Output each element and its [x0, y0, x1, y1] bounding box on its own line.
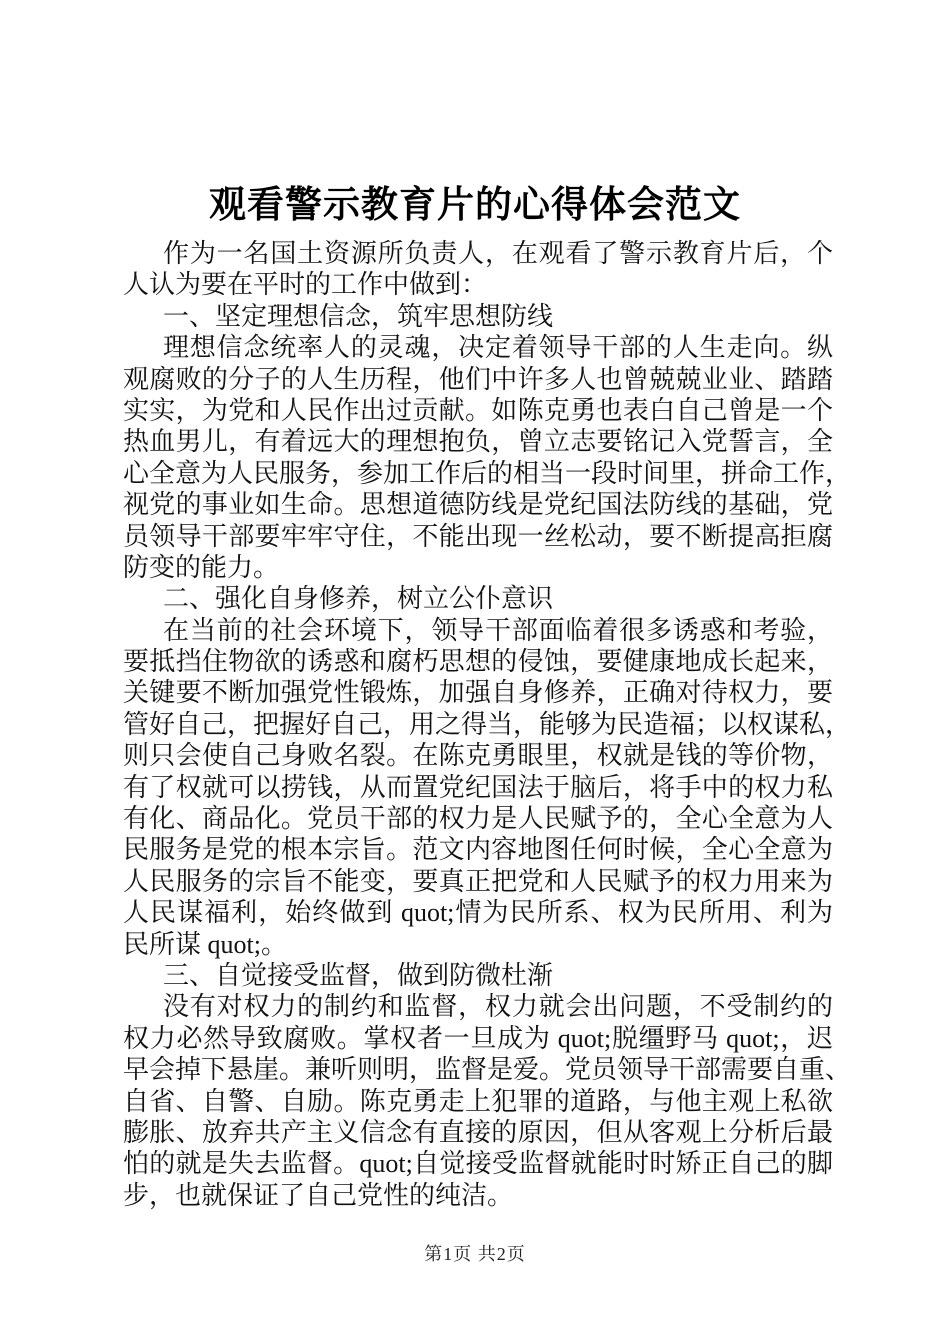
text-line: 有化、商品化。党员干部的权力是人民赋予的，全心全意为人 [123, 804, 833, 834]
paragraph [123, 332, 852, 583]
text-line: 一、坚定理想信念，筑牢思想防线 [163, 301, 554, 331]
text-line: 权力必然导致腐败。掌权者一旦成为 quot;脱缰野马 quot;，迟 [123, 1023, 833, 1053]
paragraph [123, 238, 833, 301]
paragraph [123, 615, 852, 960]
text-line: 没有对权力的制约和监督，权力就会出问题，不受制约的 [163, 992, 833, 1022]
text-line: 二、强化自身修养，树立公仆意识 [163, 584, 554, 614]
text-line: 关键要不断加强党性锻炼，加强自身修养，正确对待权力，要 [123, 678, 833, 708]
text-line: 防变的能力。 [123, 552, 280, 582]
section-heading [123, 960, 833, 991]
text-line: 早会掉下悬崖。兼听则明，监督是爱。党员领导干部需要自重、 [123, 1055, 852, 1085]
text-line: 在当前的社会环境下，领导干部面临着很多诱惑和考验， [163, 615, 833, 645]
text-line: 心全意为人民服务，参加工作后的相当一段时间里，拼命工作， [123, 458, 852, 488]
paragraph [123, 991, 852, 1211]
text-line: 有了权就可以捞钱，从而置党纪国法于脑后，将手中的权力私 [123, 772, 833, 802]
text-line: 民服务是党的根本宗旨。范文内容地图任何时候，全心全意为 [123, 835, 833, 865]
text-line: 实实，为党和人民作出过贡献。如陈克勇也表白自己曾是一个 [123, 395, 833, 425]
document-title: 观看警示教育片的心得体会范文 [209, 184, 741, 225]
text-line: 步，也就保证了自己党性的纯洁。 [123, 1180, 514, 1210]
text-line: 人民谋福利，始终做到 quot;情为民所系、权为民所用、利为 [123, 898, 833, 928]
text-line: 人民服务的宗旨不能变，要真正把党和人民赋予的权力用来为 [123, 866, 833, 896]
text-line: 观腐败的分子的人生历程，他们中许多人也曾兢兢业业、踏踏 [123, 364, 833, 394]
text-line: 热血男儿，有着远大的理想抱负，曾立志要铭记入党誓言，全 [123, 427, 833, 457]
text-line: 要抵挡住物欲的诱惑和腐朽思想的侵蚀，要健康地成长起来， [123, 647, 833, 677]
page-number-footer: 第1页 共2页 [424, 1244, 526, 1264]
text-line: 管好自己，把握好自己，用之得当，能够为民造福；以权谋私， [123, 709, 852, 739]
text-line: 视党的事业如生命。思想道德防线是党纪国法防线的基础，党 [123, 490, 833, 520]
text-line: 员领导干部要牢牢守住，不能出现一丝松动，要不断提高拒腐 [123, 521, 833, 551]
text-line: 民所谋 quot;。 [123, 929, 287, 959]
text-line: 理想信念统率人的灵魂，决定着领导干部的人生走向。纵 [163, 333, 833, 363]
section-heading [123, 301, 833, 332]
text-line: 人认为要在平时的工作中做到： [123, 270, 488, 300]
section-heading [123, 583, 833, 614]
text-line: 自省、自警、自励。陈克勇走上犯罪的道路，与他主观上私欲 [123, 1086, 833, 1116]
text-line: 三、自觉接受监督，做到防微杜渐 [163, 960, 554, 990]
text-line: 怕的就是失去监督。quot;自觉接受监督就能时时矫正自己的脚 [123, 1149, 833, 1179]
document-body [123, 238, 852, 1211]
text-line: 则只会使自己身败名裂。在陈克勇眼里，权就是钱的等价物， [123, 741, 833, 771]
text-line: 膨胀、放弃共产主义信念有直接的原因，但从客观上分析后最 [123, 1117, 833, 1147]
text-line: 作为一名国土资源所负责人，在观看了警示教育片后，个 [163, 239, 833, 268]
